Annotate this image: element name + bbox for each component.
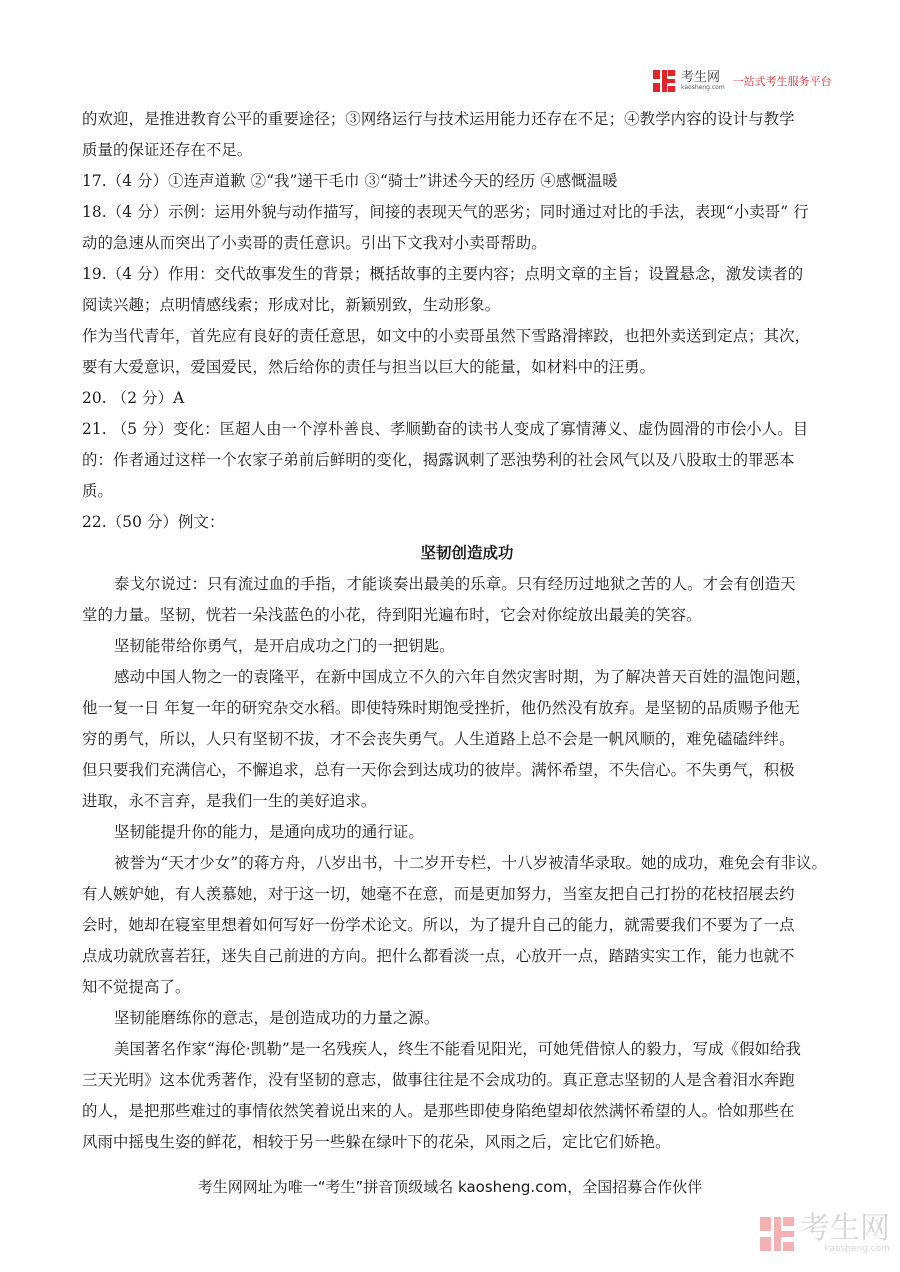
watermark-logo-icon xyxy=(760,1217,794,1251)
logo-name: 考生网 kaosheng.com xyxy=(681,69,725,91)
text-line: 进取，永不言弃，是我们一生的美好追求。 xyxy=(82,792,377,810)
text-line: 泰戈尔说过：只有流过血的手指，才能谈奏出最美的乐章。只有经历过地狱之苦的人。才会有创造天 xyxy=(114,575,796,593)
text-line: 的：作者通过这样一个农家子弟前后鲜明的变化，揭露讽刺了恶浊势利的社会风气以及八股取士的罪恶本 xyxy=(82,451,795,469)
text-line: 感动中国人物之一的袁隆平，在新中国成立不久的六年自然灾害时期，为了解决普天百姓的温饱问题， xyxy=(114,668,812,686)
text-line: 质。 xyxy=(82,482,113,500)
text-line: 有人嫉妒她，有人羡慕她，对于这一切，她毫不在意，而是更加努力，当室友把自己打扮的花枝招展去约 xyxy=(82,885,795,903)
text-line: 风雨中摇曳生姿的鲜花，相较于另一些躲在绿叶下的花朵，风雨之后，定比它们娇艳。 xyxy=(82,1133,671,1151)
text-line: 20. （2 分）A xyxy=(82,389,185,407)
document-body xyxy=(82,104,828,1158)
text-line: 三天光明》这本优秀著作，没有坚韧的意志，做事往往是不会成功的。真正意志坚韧的人是含着泪水奔跑 xyxy=(82,1071,795,1089)
text-line: 的欢迎，是推进教育公平的重要途径；③网络运行与技术运用能力还存在不足；④教学内容的设计与教学 xyxy=(82,110,795,128)
text-line: 的人，是把那些难过的事情依然笑着说出来的人。是那些即使身陷绝望却依然满怀希望的人。恰如那些在 xyxy=(82,1102,795,1120)
site-header xyxy=(653,70,832,92)
watermark-domain: kaosheng.com xyxy=(824,1244,890,1254)
text-line: 会时，她却在寝室里想着如何写好一份学术论文。所以，为了提升自己的能力，就需要我们不要为了一点 xyxy=(82,916,795,934)
text-line: 阅读兴趣；点明情感线索；形成对比，新颖别致，生动形象。 xyxy=(82,296,501,314)
text-line: 穷的勇气，所以，人只有坚韧不拔，才不会丧失勇气。人生道路上总不会是一帆风顺的，难免磕磕绊绊。 xyxy=(82,730,795,748)
text-line: 坚韧能带给你勇气，是开启成功之门的一把钥匙。 xyxy=(114,637,455,655)
text-line: 点成功就欣喜若狂，迷失自己前进的方向。把什么都看淡一点，心放开一点，踏踏实实工作，能力也就不 xyxy=(82,947,795,965)
text-line: 19.（4 分）作用：交代故事发生的背景；概括故事的主要内容；点明文章的主旨；设置悬念，激发读者的 xyxy=(82,265,804,283)
text-line: 要有大爱意识，爱国爱民，然后给你的责任与担当以巨大的能量，如材料中的汪勇。 xyxy=(82,358,656,376)
text-line: 17.（4 分）①连声道歉 ②“我”递干毛巾 ③“骑士”讲述今天的经历 ④感慨温暖 xyxy=(82,172,618,190)
watermark xyxy=(760,1211,890,1254)
text-line: 22.（50 分）例文： xyxy=(82,513,225,531)
text-line: 堂的力量。坚韧，恍若一朵浅蓝色的小花，待到阳光遍布时，它会对你绽放出最美的笑容。 xyxy=(82,606,702,624)
text-line: 他一复一日 年复一年的研究杂交水稻。即使特殊时期饱受挫折，他仍然没有放弃。是坚韧的品质赐予他无 xyxy=(82,699,800,717)
text-line: 动的急速从而突出了小卖哥的责任意识。引出下文我对小卖哥帮助。 xyxy=(82,234,547,252)
text-line: 21. （5 分）变化：匡超人由一个淳朴善良、孝顺勤奋的读书人变成了寡情薄义、虚伪圆滑的市侩小人。目 xyxy=(82,420,809,438)
text-line: 质量的保证还存在不足。 xyxy=(82,141,253,159)
text-line: 被誉为“天才少女”的蒋方舟，八岁出书，十二岁开专栏，十八岁被清华录取。她的成功，难免会有非议。 xyxy=(114,854,828,872)
text-line: 坚韧能磨练你的意志，是创造成功的力量之源。 xyxy=(114,1009,440,1027)
text-line: 作为当代青年，首先应有良好的责任意思，如文中的小卖哥虽然下雪路滑摔跤，也把外卖送到定点；其次， xyxy=(82,327,811,345)
essay-title: 坚韧创造成功 xyxy=(420,544,514,562)
text-line: 美国著名作家“海伦·凯勒”是一名残疾人，终生不能看见阳光，可她凭借惊人的毅力，写成《假如给我 xyxy=(114,1040,802,1058)
text-line: 但只要我们充满信心，不懈追求，总有一天你会到达成功的彼岸。满怀希望，不失信心。不失勇气，积极 xyxy=(82,761,795,779)
footer-text: 考生网网址为唯一“考生”拼音顶级域名 kaosheng.com，全国招募合作伙伴 xyxy=(197,1178,703,1196)
text-line: 坚韧能提升你的能力，是通向成功的通行证。 xyxy=(114,823,424,841)
text-line: 知不觉提高了。 xyxy=(82,978,191,996)
kaosheng-logo-icon xyxy=(653,70,675,92)
watermark-name: 考生网 xyxy=(800,1211,890,1246)
text-line: 18.（4 分）示例：运用外貌与动作描写，间接的表现天气的恶劣；同时通过对比的手法，表现“小卖哥” 行 xyxy=(82,203,809,221)
slogan: 一站式考生服务平台 xyxy=(732,75,832,88)
